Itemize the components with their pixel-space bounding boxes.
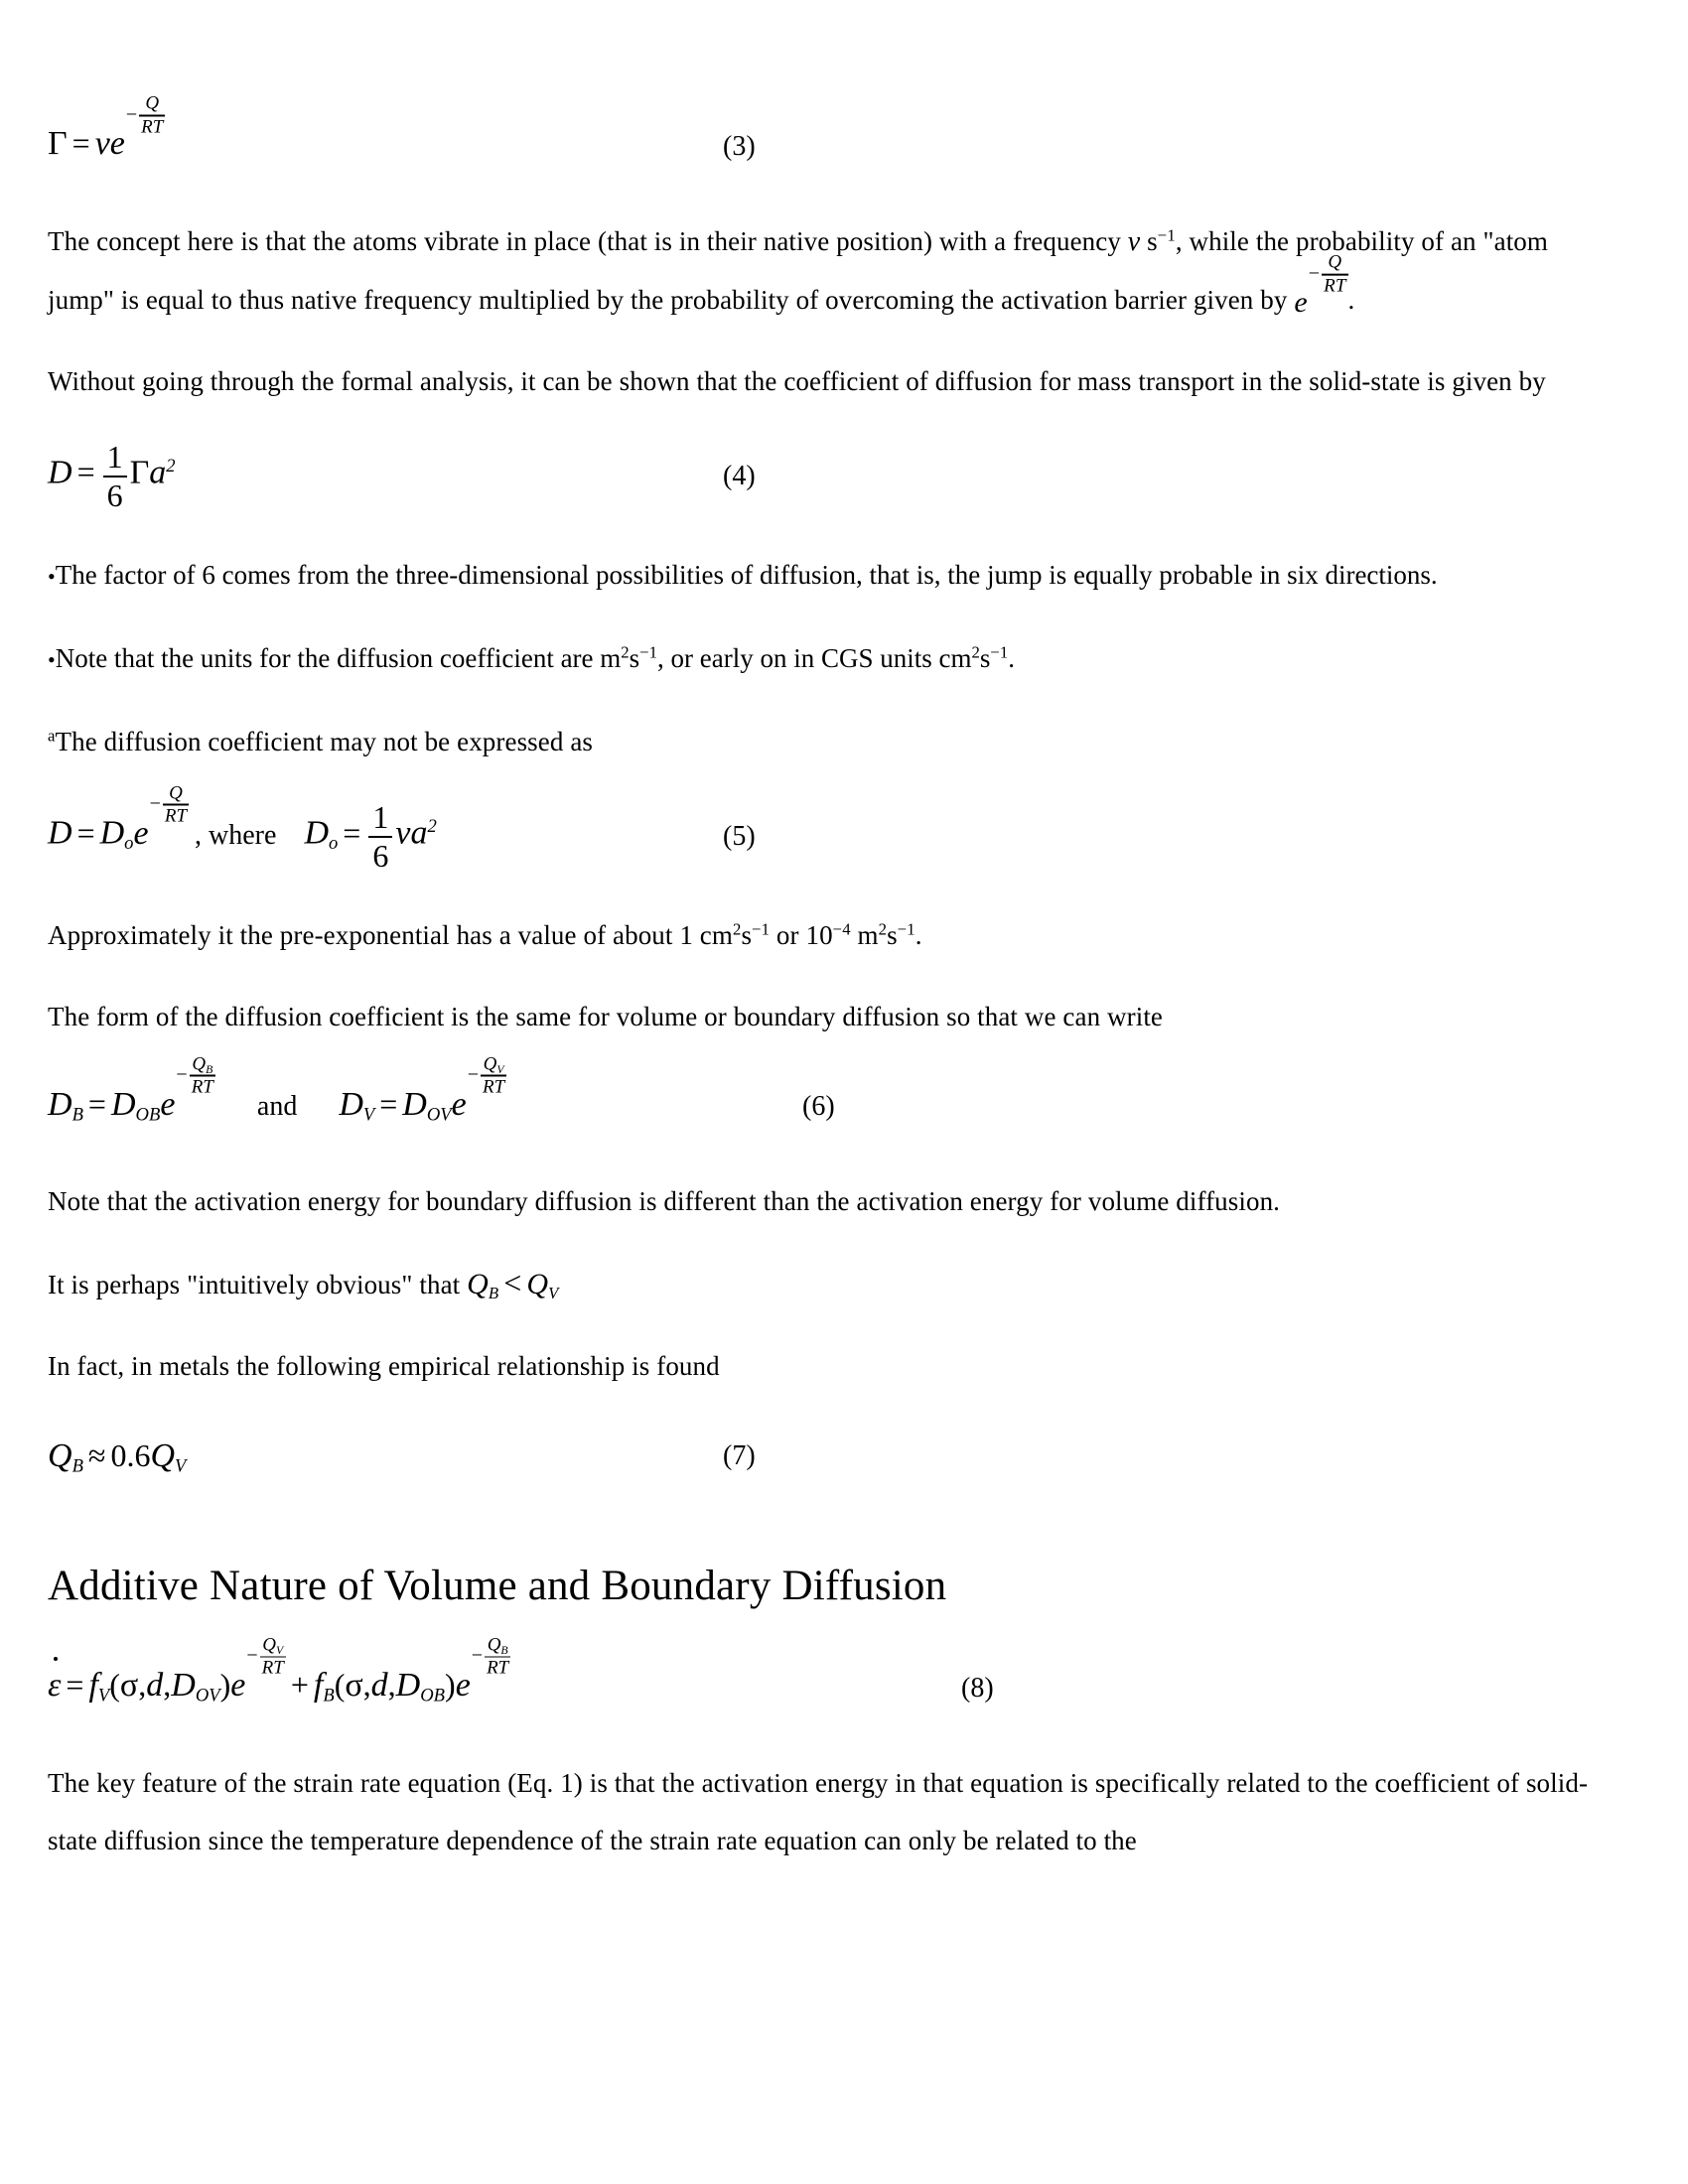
d-zero-subscript-2: o <box>329 833 339 855</box>
one-sixth-fraction <box>368 800 392 873</box>
preexp-part3: m <box>850 920 879 951</box>
equals-sign: = <box>87 1085 106 1122</box>
inline-exponent-denominator: RT <box>1324 275 1346 297</box>
paragraph-may-not-be-expressed <box>48 713 1597 770</box>
d-grain-symbol-1: d <box>146 1666 164 1704</box>
qv-over-rt <box>481 1054 506 1097</box>
equation-3-number: (3) <box>723 131 756 162</box>
q-b-subscript: B <box>71 1455 83 1477</box>
coefficient-value: 0.6 <box>110 1437 151 1474</box>
bullet-units <box>48 629 1597 689</box>
equation-7-body <box>48 1437 186 1475</box>
inline-exponential-term <box>1294 251 1347 332</box>
cgs-superscript-2: 2 <box>971 642 980 662</box>
where-label: , where <box>195 819 277 851</box>
equation-6-number: (6) <box>802 1091 835 1123</box>
gamma-symbol: Γ <box>48 125 68 163</box>
exponent-numerator: Q <box>145 92 160 114</box>
bullet-factor-text: The factor of 6 comes from the three-dimensional possibilities of diffusion, that is, the jump is equally probable in six directions. <box>55 560 1438 591</box>
preexp-superscript-minus1b: −1 <box>897 919 915 939</box>
equals-sign: = <box>76 814 95 851</box>
preexp-superscript-minus1: −1 <box>752 919 771 939</box>
exponent-negative-fraction-1 <box>246 1635 285 1678</box>
q-b-symbol: Q <box>467 1268 489 1301</box>
exponential-term <box>133 782 189 858</box>
d-ov-symbol: D <box>171 1666 196 1704</box>
inline-exponent-negative-fraction <box>1309 246 1348 304</box>
qv-subscript: V <box>276 1643 284 1657</box>
equation-5-row <box>48 782 1597 874</box>
one-sixth-fraction <box>103 440 127 512</box>
f-b-subscript: B <box>323 1685 335 1706</box>
and-conjunction: and <box>256 1090 298 1122</box>
equation-6-row <box>48 1053 1597 1139</box>
nu-inline-symbol: ν <box>1127 226 1141 257</box>
exponential-base: e <box>109 125 125 163</box>
footnote-marker-a: a <box>48 726 56 746</box>
exponent-numerator-qb: $Q_B$ <box>192 1053 213 1076</box>
fraction-denominator: 6 <box>372 837 389 874</box>
preexp-superscript-minus4: −4 <box>832 919 851 939</box>
preexp-part2: or 10 <box>770 920 833 951</box>
strain-rate-symbol <box>48 1667 61 1705</box>
minus-sign: − <box>125 103 138 125</box>
bullet-units-part3: . <box>1008 643 1015 674</box>
exponential-term <box>109 92 166 168</box>
note-may-not-text: The diffusion coefficient may not be expressed as <box>55 727 594 757</box>
close-paren-2: ) <box>445 1666 456 1703</box>
d-symbol: D <box>48 814 72 852</box>
bullet-units-part2: , or early on in CGS units cm <box>657 643 972 674</box>
inline-exponent-numerator: Q <box>1328 251 1342 273</box>
approx-sign: ≈ <box>87 1437 106 1474</box>
sigma-symbol-1: σ <box>119 1666 139 1704</box>
equation-4-number: (4) <box>723 460 756 491</box>
paragraph-concept <box>48 212 1597 329</box>
concept-text-part3: . <box>1347 285 1355 315</box>
q-v-subscript: V <box>548 1284 559 1303</box>
intuitive-text: It is perhaps "intuitively obvious" that <box>48 1270 468 1300</box>
paragraph-note-activation-energy: Note that the activation energy for boundary diffusion is different than the activation energy for volume diffusion. <box>48 1186 1281 1217</box>
preexp-part1: Approximately it the pre-exponential has a value of about 1 cm <box>48 920 733 951</box>
qb-over-rt <box>190 1054 215 1097</box>
paragraph-formal-analysis: Without going through the formal analysis, it can be shown that the coefficient of diffusion for mass transport in the solid-state is given by <box>48 366 1546 396</box>
exponent-numerator-qv: $Q_V$ <box>262 1634 284 1657</box>
paragraph-key-feature: The key feature of the strain rate equation (Eq. 1) is that the activation energy in that equation is specifically related to the coefficient of solid-state diffusion since the temperature dependence of the strain rate equation can only be related to the <box>48 1767 1589 1855</box>
f-v-symbol: f <box>88 1666 98 1704</box>
f-b-symbol: f <box>313 1666 324 1704</box>
exponent-numerator: Q <box>169 782 183 804</box>
q-v-subscript: V <box>175 1455 187 1477</box>
equals-sign: = <box>71 125 90 162</box>
bullet-marker-icon: • <box>48 647 56 673</box>
exponential-base-1: e <box>230 1666 246 1704</box>
equation-3-body <box>48 92 165 168</box>
open-paren-1: ( <box>109 1666 120 1703</box>
fraction-numerator: 1 <box>106 439 123 475</box>
exponent-numerator-qb: $Q_B$ <box>487 1634 508 1657</box>
inline-minus-sign: − <box>1308 262 1321 285</box>
inline-exponential-base: e <box>1294 286 1308 319</box>
exponential-term-boundary <box>455 1634 511 1709</box>
qv-over-rt <box>260 1635 286 1678</box>
fraction-denominator: 6 <box>106 477 123 513</box>
close-paren-1: ) <box>219 1666 231 1703</box>
bullet-factor-of-six <box>48 546 1597 606</box>
exponential-term-volume <box>230 1634 286 1709</box>
equation-8-number: (8) <box>961 1672 994 1704</box>
cgs-superscript-minus1: −1 <box>990 642 1009 662</box>
preexp-superscript-2: 2 <box>732 919 742 939</box>
d-zero-symbol: D <box>99 814 125 852</box>
exponent-negative-fraction <box>176 1054 214 1097</box>
comma-3: , <box>362 1666 371 1703</box>
d-ob-subscript: OB <box>135 1104 161 1126</box>
d-zero-subscript: o <box>124 833 134 855</box>
minus-sign-2: − <box>467 1063 480 1086</box>
qb-subscript: B <box>500 1643 508 1657</box>
concept-text-part2: , while the probability of an "atom jump" is equal to thus native frequency multiplied by the probability of overcoming the activation barrier given by <box>48 226 1548 315</box>
bullet-marker-icon: • <box>48 564 56 590</box>
equals-sign: = <box>76 454 95 490</box>
d-v-symbol: D <box>339 1085 363 1123</box>
exponent-denominator: RT <box>164 805 188 827</box>
minus-sign-2: − <box>471 1644 484 1667</box>
d-v-subscript: V <box>362 1104 375 1126</box>
preexp-part4: . <box>914 920 922 951</box>
a-exponent: 2 <box>166 455 176 477</box>
equation-8-body <box>48 1634 510 1709</box>
exponential-term-boundary <box>160 1053 215 1129</box>
paragraph-form-same: The form of the diffusion coefficient is the same for volume or boundary diffusion so that we can write <box>48 1002 1164 1032</box>
exponential-term-volume <box>451 1053 507 1129</box>
overdot-accent <box>54 1657 58 1661</box>
exponent-negative-fraction-2 <box>472 1635 510 1678</box>
d-b-symbol: D <box>48 1085 72 1123</box>
qv-subscript: V <box>496 1062 504 1076</box>
minus-sign: − <box>176 1063 188 1086</box>
equation-5-number: (5) <box>723 820 756 852</box>
equation-4-body <box>48 440 176 512</box>
nu-symbol: ν <box>94 125 110 163</box>
d-ov-subscript: OV <box>426 1104 452 1126</box>
open-paren-2: ( <box>334 1666 346 1703</box>
exponential-base: e <box>160 1085 176 1123</box>
comma-1: , <box>138 1666 147 1703</box>
d-zero-symbol-2: D <box>304 814 329 852</box>
gamma-symbol: Γ <box>129 454 150 491</box>
d-ob-symbol: D <box>395 1666 421 1704</box>
q-v-symbol: Q <box>150 1437 176 1475</box>
equals-sign-2: = <box>343 814 361 851</box>
equals-sign: = <box>66 1666 84 1703</box>
inline-q-over-rt <box>1322 253 1347 296</box>
nu-symbol: ν <box>395 814 411 852</box>
exponent-negative-fraction <box>150 783 189 826</box>
paragraph-empirical-relationship: In fact, in metals the following empirical relationship is found <box>48 1351 720 1382</box>
page-content <box>48 85 1597 1893</box>
d-ov-subscript: OV <box>195 1685 220 1706</box>
exponential-base: e <box>133 814 149 852</box>
paragraph-preexponential <box>48 906 1597 964</box>
exponential-base-2: e <box>455 1666 471 1704</box>
exponential-base-2: e <box>451 1085 467 1123</box>
qb-subscript: B <box>206 1062 213 1076</box>
a-exponent: 2 <box>427 816 437 837</box>
equation-7-number: (7) <box>723 1440 756 1472</box>
exponent-denominator: RT <box>141 116 164 138</box>
concept-unit-s: s <box>1140 226 1158 256</box>
d-ob-subscript: OB <box>420 1685 446 1706</box>
exponent-negative-fraction <box>126 94 165 137</box>
units-superscript-2: 2 <box>621 642 630 662</box>
epsilon-symbol: ε <box>48 1666 62 1704</box>
section-heading-additive-nature: Additive Nature of Volume and Boundary Diffusion <box>48 1563 947 1610</box>
fraction-numerator: 1 <box>372 799 389 836</box>
equation-5-body <box>48 782 437 874</box>
a-symbol: a <box>410 814 428 852</box>
d-b-subscript: B <box>71 1104 83 1126</box>
comma-2: , <box>163 1666 172 1703</box>
bullet-units-part1: Note that the units for the diffusion coefficient are m <box>55 643 622 674</box>
paragraph-intuitively-obvious <box>48 1254 1597 1313</box>
minus-sign: − <box>149 792 161 815</box>
exponent-denominator-2: RT <box>487 1657 509 1679</box>
less-than-sign: < <box>503 1265 522 1301</box>
a-symbol: a <box>149 454 167 491</box>
preexp-s-2: s <box>887 920 898 951</box>
d-grain-symbol-2: d <box>370 1666 388 1704</box>
comma-4: , <box>387 1666 396 1703</box>
exponent-denominator-2: RT <box>483 1076 505 1098</box>
exponent-denominator-1: RT <box>261 1657 284 1679</box>
plus-sign: + <box>290 1666 309 1703</box>
minus-sign-1: − <box>246 1644 258 1667</box>
units-s-1: s <box>629 643 640 674</box>
sigma-symbol-2: σ <box>345 1666 363 1704</box>
equation-3-row <box>48 92 1597 179</box>
equation-4-row <box>48 440 1597 512</box>
q-b-symbol: Q <box>48 1437 72 1475</box>
d-symbol: D <box>48 454 72 491</box>
q-over-rt <box>139 94 165 137</box>
exponent-numerator-qv: $Q_V$ <box>483 1053 504 1076</box>
q-over-rt <box>163 783 189 826</box>
units-s-2: s <box>979 643 991 674</box>
d-ov-symbol: D <box>402 1085 427 1123</box>
concept-text-part1: The concept here is that the atoms vibrate in place (that is in their native position) with a frequency <box>48 226 1128 256</box>
f-v-subscript: V <box>97 1685 110 1706</box>
q-v-symbol: Q <box>526 1268 549 1301</box>
q-b-subscript: B <box>488 1284 499 1303</box>
equation-6-body <box>48 1053 506 1129</box>
qb-over-rt <box>485 1635 510 1678</box>
equation-8-row <box>48 1634 1597 1720</box>
equation-7-row <box>48 1425 1597 1488</box>
exponent-denominator: RT <box>191 1076 213 1098</box>
preexp-s-1: s <box>741 920 753 951</box>
concept-unit-exponent: −1 <box>1157 225 1176 245</box>
equals-sign-2: = <box>379 1085 398 1122</box>
preexp-superscript-2b: 2 <box>878 919 888 939</box>
exponent-negative-fraction-2 <box>468 1054 506 1097</box>
units-superscript-minus1: −1 <box>639 642 657 662</box>
d-ob-symbol: D <box>110 1085 136 1123</box>
